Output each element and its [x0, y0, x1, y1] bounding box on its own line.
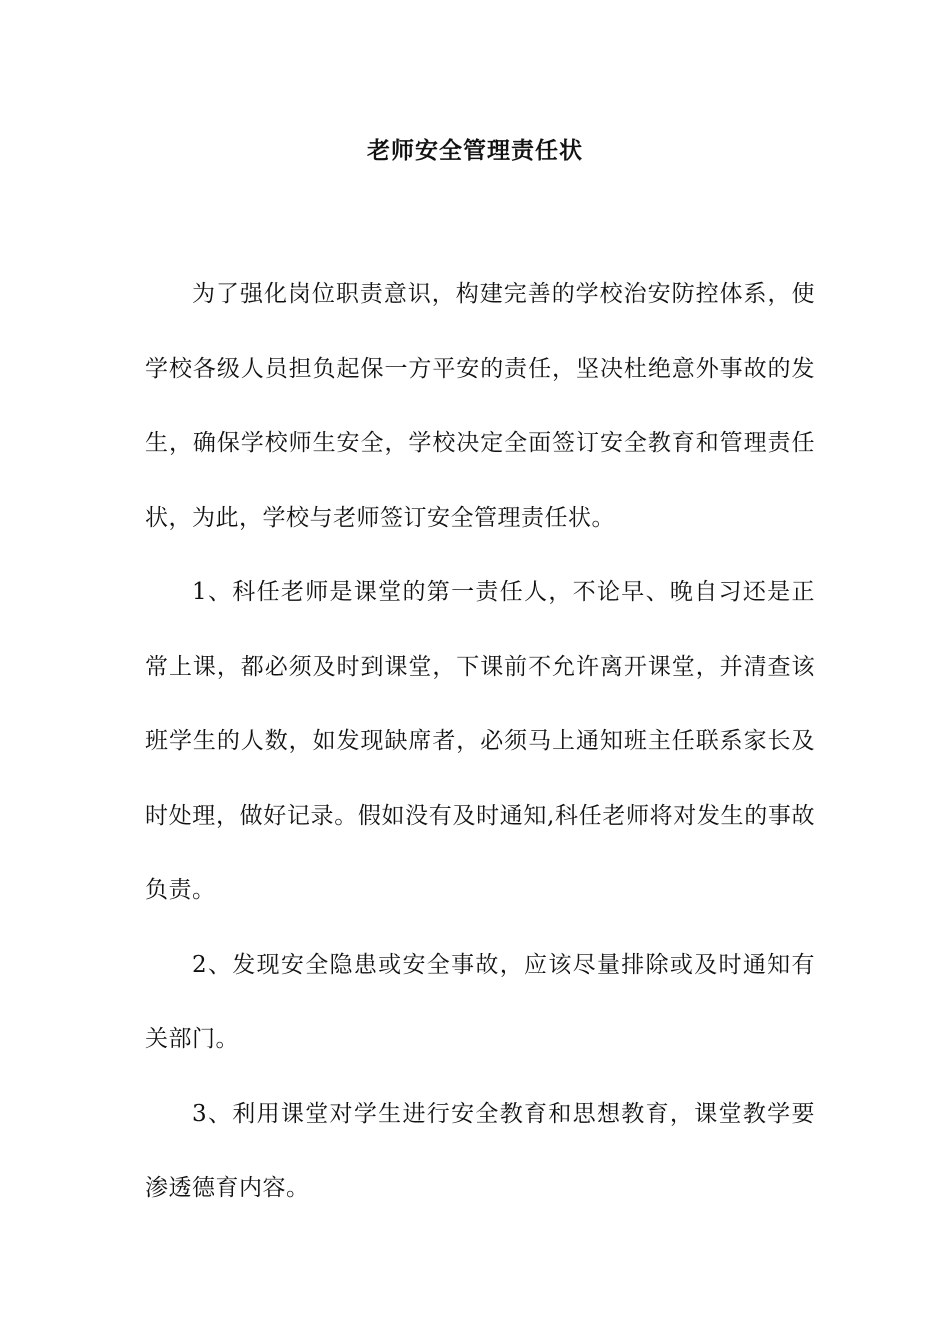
paragraph-item-3: 3、利用课堂对学生进行安全教育和思想教育，课堂教学要渗透德育内容。 — [145, 1100, 815, 1201]
document-title: 老师安全管理责任状 — [367, 137, 583, 164]
paragraph-item-1: 1、科任老师是课堂的第一责任人，不论早、晚自习还是正常上课，都必须及时到课堂，下课前不允许离开课堂，并清查该班学生的人数，如发现缺席者，必须马上通知班主任联系家长及时处理，做好记录。假如没有及时通知,科任老师将对发生的事故负责。 — [145, 579, 815, 903]
paragraph-item-2: 2、发现安全隐患或安全事故，应该尽量排除或及时通知有关部门。 — [145, 951, 815, 1052]
document-body — [145, 257, 815, 1226]
paragraph-intro: 为了强化岗位职责意识，构建完善的学校治安防控体系，使学校各级人员担负起保一方平安的责任，坚决杜绝意外事故的发生，确保学校师生安全，学校决定全面签订安全教育和管理责任状，为此，学校与老师签订安全管理责任状。 — [145, 281, 815, 531]
